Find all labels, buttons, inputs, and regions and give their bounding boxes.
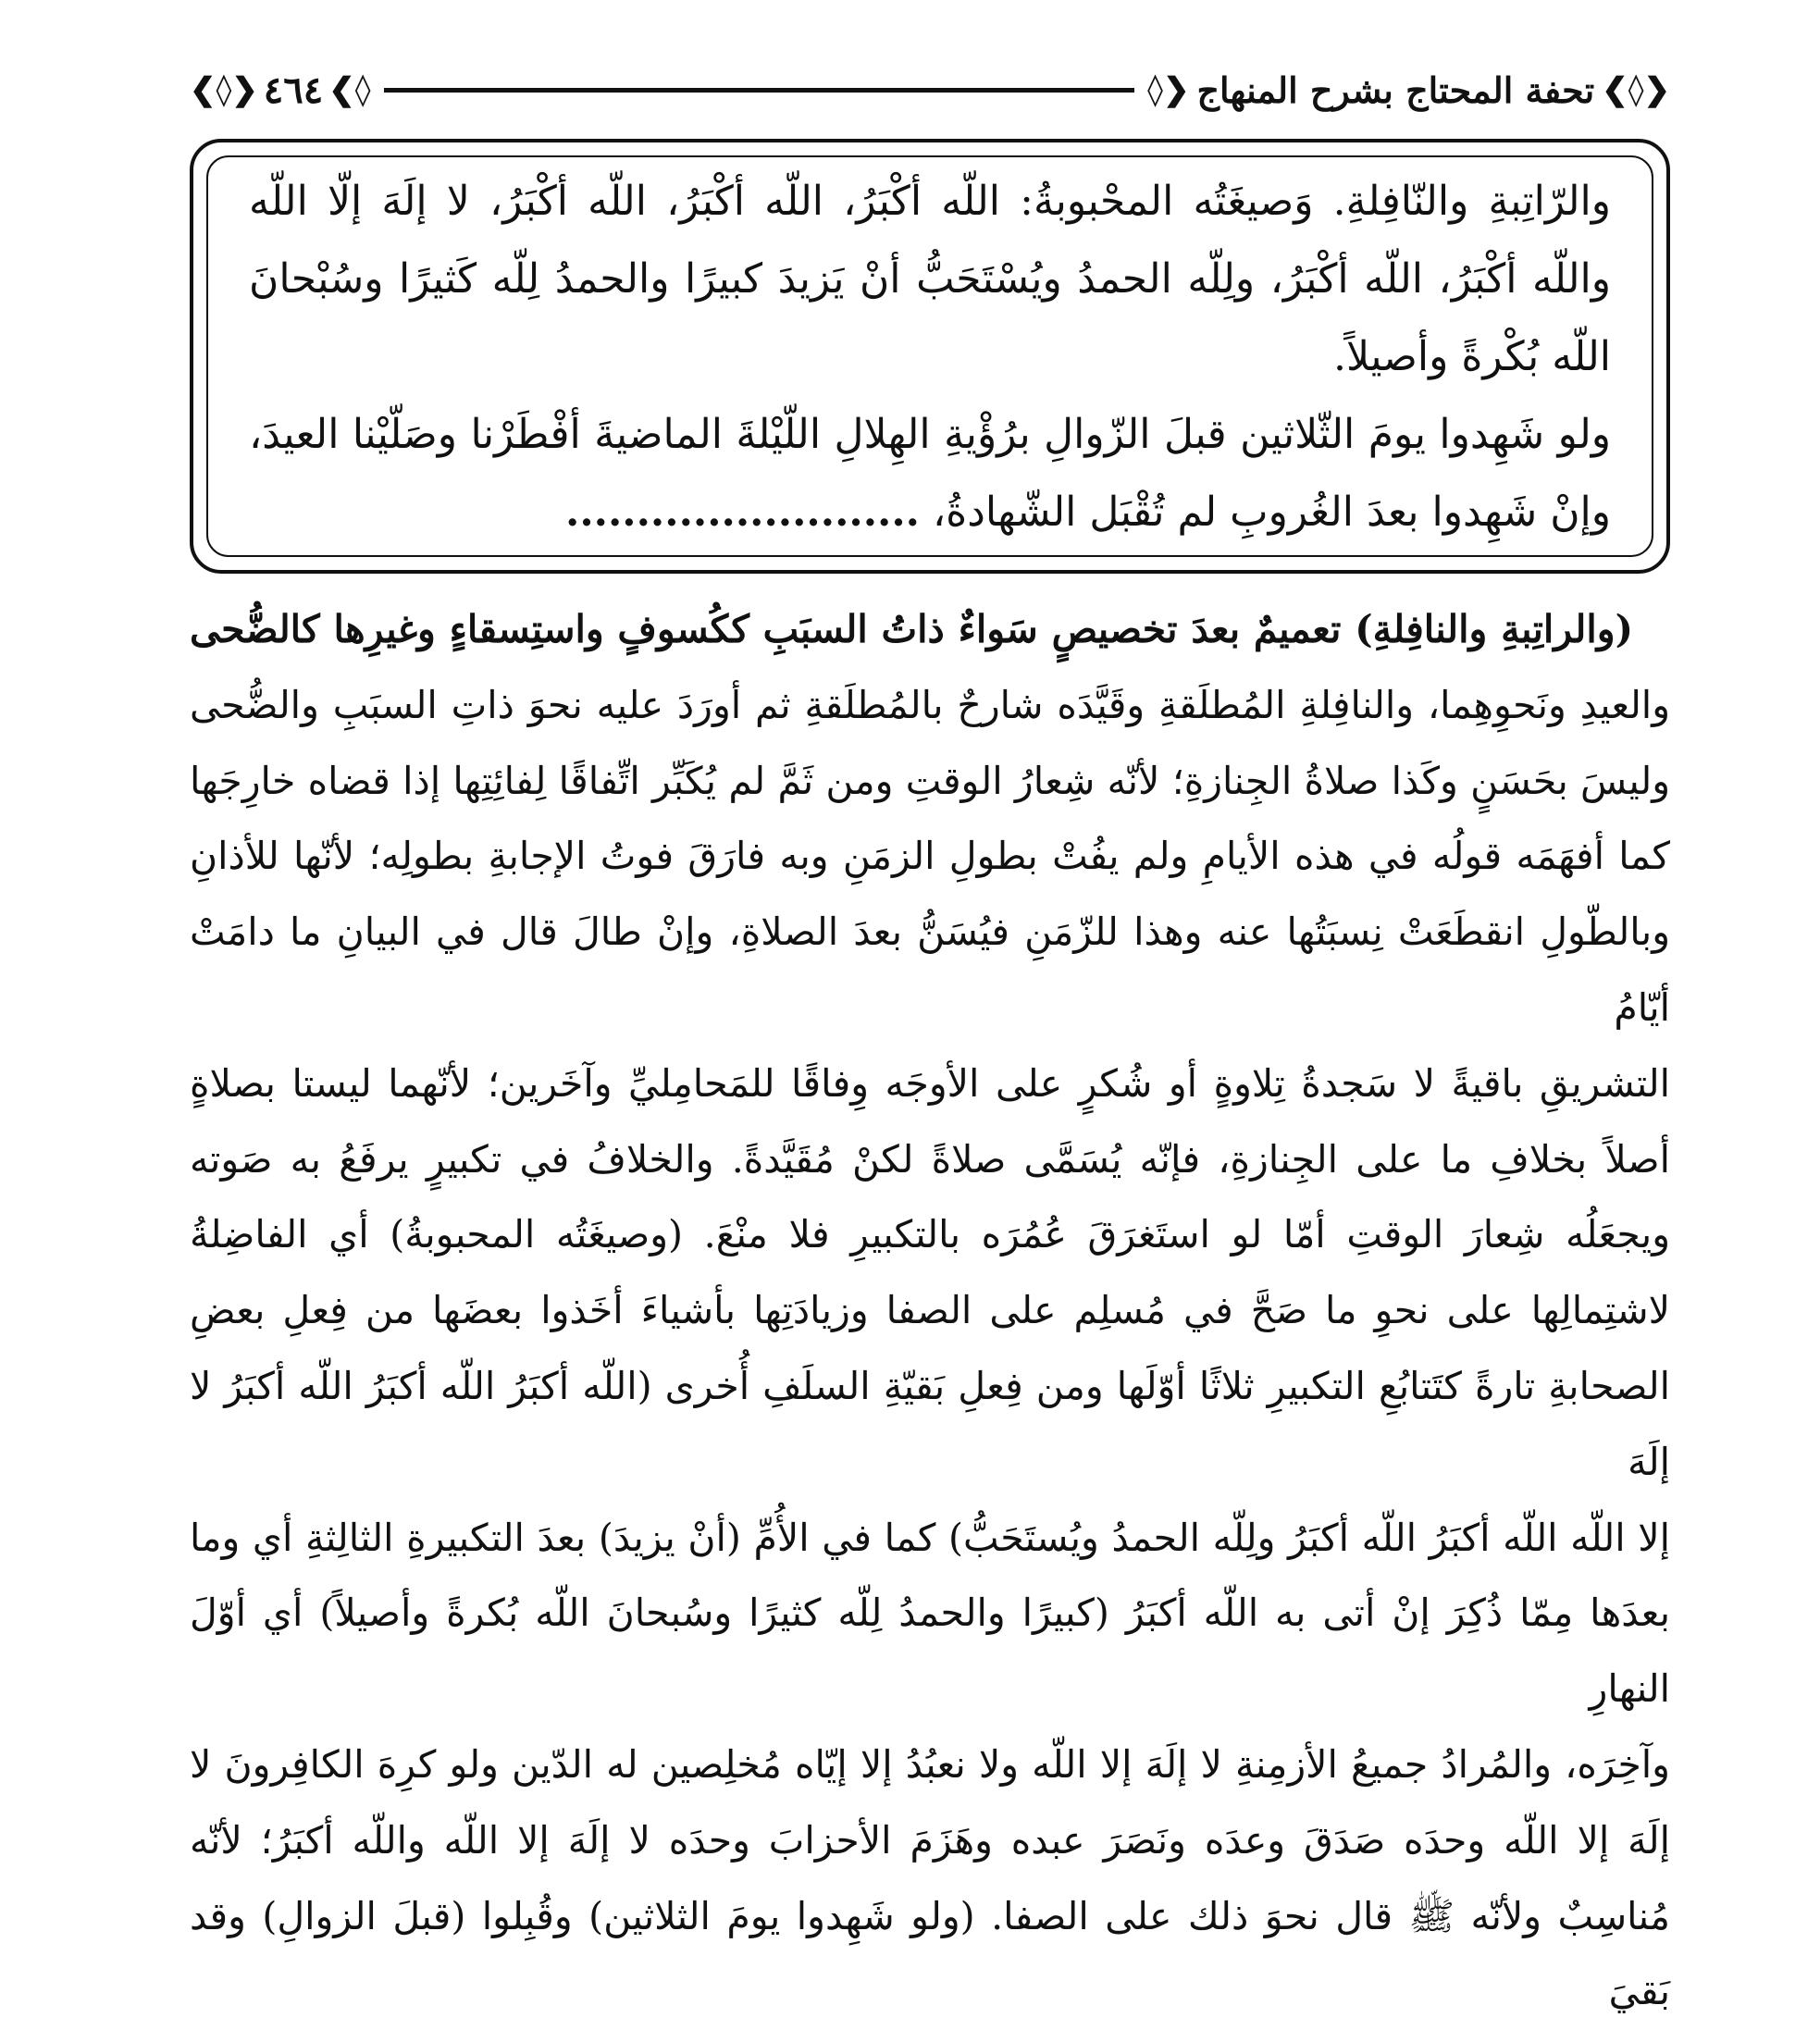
sharh-line: وآخِرَه، والمُرادُ جميعُ الأزمِنةِ لا إلَهَ إلا اللّه ولا نعبُدُ إلا إيّاه مُخلِصين له الدّين ولو كرِهَ الكافِرونَ لا (190, 1741, 1670, 1787)
right-inner-ornament-icon: ◊❯ (1147, 71, 1190, 108)
left-inner-ornament-icon: ❮◊ (328, 71, 371, 108)
sharh-line: لاشتِمالِها على نحوِ ما صَحَّ في مُسلِم على الصفا وزيادَتِها بأشياءَ أخَذوا بعضَها من فِعلِ بعضِ (190, 1288, 1670, 1333)
sharh-line: التشريقِ باقيةً لا سَجدةُ تِلاوةٍ أو شُكرٍ على الأوجَه وِفاقًا للمَحامِليِّ وآخَرين؛ لأنّهما ليستا بصلاةٍ (190, 1060, 1670, 1106)
header-rule (384, 88, 1135, 93)
sharh-line (190, 592, 1670, 668)
sharh-line: كما أفهَمَه قولُه في هذه الأيامِ ولم يفُتْ بطولِ الزمَنِ وبه فارَقَ فوتُ الإجابةِ بطولِه؛ لأنّها للأذانِ (190, 834, 1670, 879)
sharh-line: والعيدِ ونَحوِهِما، والنافِلةِ المُطلَقةِ وقَيَّدَه شارحٌ بالمُطلَقةِ ثم أورَدَ عليه نحوَ ذاتِ السبَبِ والضُّحى (190, 682, 1670, 727)
sharh-line: وبالطّولِ انقطَعَتْ نِسبَتُها عنه وهذا للزّمَنِ فيُسَنُّ بعدَ الصلاةِ، وإنْ طالَ قال في البيانِ ما دامَتْ أيّامُ (190, 910, 1670, 1030)
left-ornament-icon: ❮◊❯ (190, 71, 258, 108)
sharh-line: مُناسِبٌ ولأنّه ﷺ قال نحوَ ذلك على الصفا. (ولو شَهِدوا يومَ الثلاثين) وقُبِلوا (قبلَ الزوالِ) وقد بَقيَ (190, 1893, 1670, 2014)
matn-text (249, 163, 1611, 551)
page-number: ٤٦٤ (263, 68, 324, 112)
right-ornament-icon: ❮◊❯ (1602, 71, 1670, 108)
matn-box (190, 139, 1670, 574)
matn-paragraph-2-text: ولو شَهِدوا يومَ الثّلاثين قبلَ الزّوالِ برُؤْيةِ الهِلالِ اللّيْلةَ الماضيةَ أفْطَرْنا وصَلّيْنا العيدَ، وإنْ شَهِدوا بعدَ الغُروبِ لم تُقْبَل الشّهادةُ، (249, 411, 1611, 536)
page-header (190, 57, 1670, 122)
sharh-text (190, 592, 1670, 2030)
sharh-line-1: (والراتِبةِ والنافِلةِ) تعميمٌ بعدَ تخصيصٍ سَواءٌ ذاتُ السبَبِ ككُسوفٍ واستِسقاءٍ وغيرِها كالضُّحى (190, 607, 1633, 651)
matn-paragraph-2 (249, 396, 1611, 551)
book-title: تحفة المحتاج بشرح المنهاج (1196, 68, 1595, 111)
sharh-line: الصحابةِ تارةً كتَتابُعِ التكبيرِ ثلاثًا أوّلَها ومن فِعلِ بَقيّةِ السلَفِ أُخرى (اللّه أكبَرُ اللّه أكبَرُ اللّه أكبَرُ لا إلَهَ (190, 1363, 1670, 1484)
sharh-line: بعدَها مِمّا ذُكِرَ إنْ أتى به اللّه أكبَرُ (كبيرًا والحمدُ لِلّه كثيرًا وسُبحانَ اللّه بُكرةً وأصيلاً) أي أوّلَ النهارِ (190, 1591, 1670, 1712)
matn-paragraph-1: والرّاتِبةِ والنّافِلةِ. وَصيغَتُه المحْبوبةُ: اللّه أكْبَرُ، اللّه أكْبَرُ، اللّه أكْبَرُ، لا إلَهَ إلّا اللّه واللّه أكْبَرُ، اللّه أكْبَرُ، ولِلّه الحمدُ ويُسْتَحَبُّ أنْ يَزيدَ كبيرًا والحمدُ لِلّه كَثيرًا وسُبْحانَ اللّه بُكْرةً وأصيلاً. (249, 178, 1611, 380)
sharh-line: أصلاً بخلافِ ما على الجِنازةِ، فإنّه يُسَمَّى صلاةً لكنْ مُقَيَّدةً. والخلافُ في تكبيرٍ يرفَعُ به صَوته (190, 1136, 1670, 1182)
sharh-line: وليسَ بحَسَنٍ وكَذا صلاةُ الجِنازةِ؛ لأنّه شِعارُ الوقتِ ومن ثَمَّ لم يُكَبِّر اتِّفاقًا لِفائِتِها إذا قضاه خارِجَها (190, 758, 1670, 803)
sharh-line: إلا اللّه اللّه أكبَرُ اللّه أكبَرُ ولِلّه الحمدُ ويُستَحَبُّ) كما في الأُمِّ (أنْ يزيدَ) بعدَ التكبيرةِ الثالِثةِ أي وما (190, 1515, 1670, 1560)
sharh-line: ويجعَلُه شِعارَ الوقتِ أمّا لو استَغرَقَ عُمُرَه بالتكبيرِ فلا منْعَ. (وصيغَتُه المحبوبةُ) أي الفاضِلةُ (190, 1212, 1670, 1257)
sharh-line: إلَهَ إلا اللّه وحدَه صَدَقَ وعدَه ونَصَرَ عبده وهَزَمَ الأحزابَ وحدَه لا إلَهَ إلا اللّه واللّه أكبَرُ؛ لأنّه (190, 1817, 1670, 1863)
matn-dots: ......................... (565, 489, 920, 536)
